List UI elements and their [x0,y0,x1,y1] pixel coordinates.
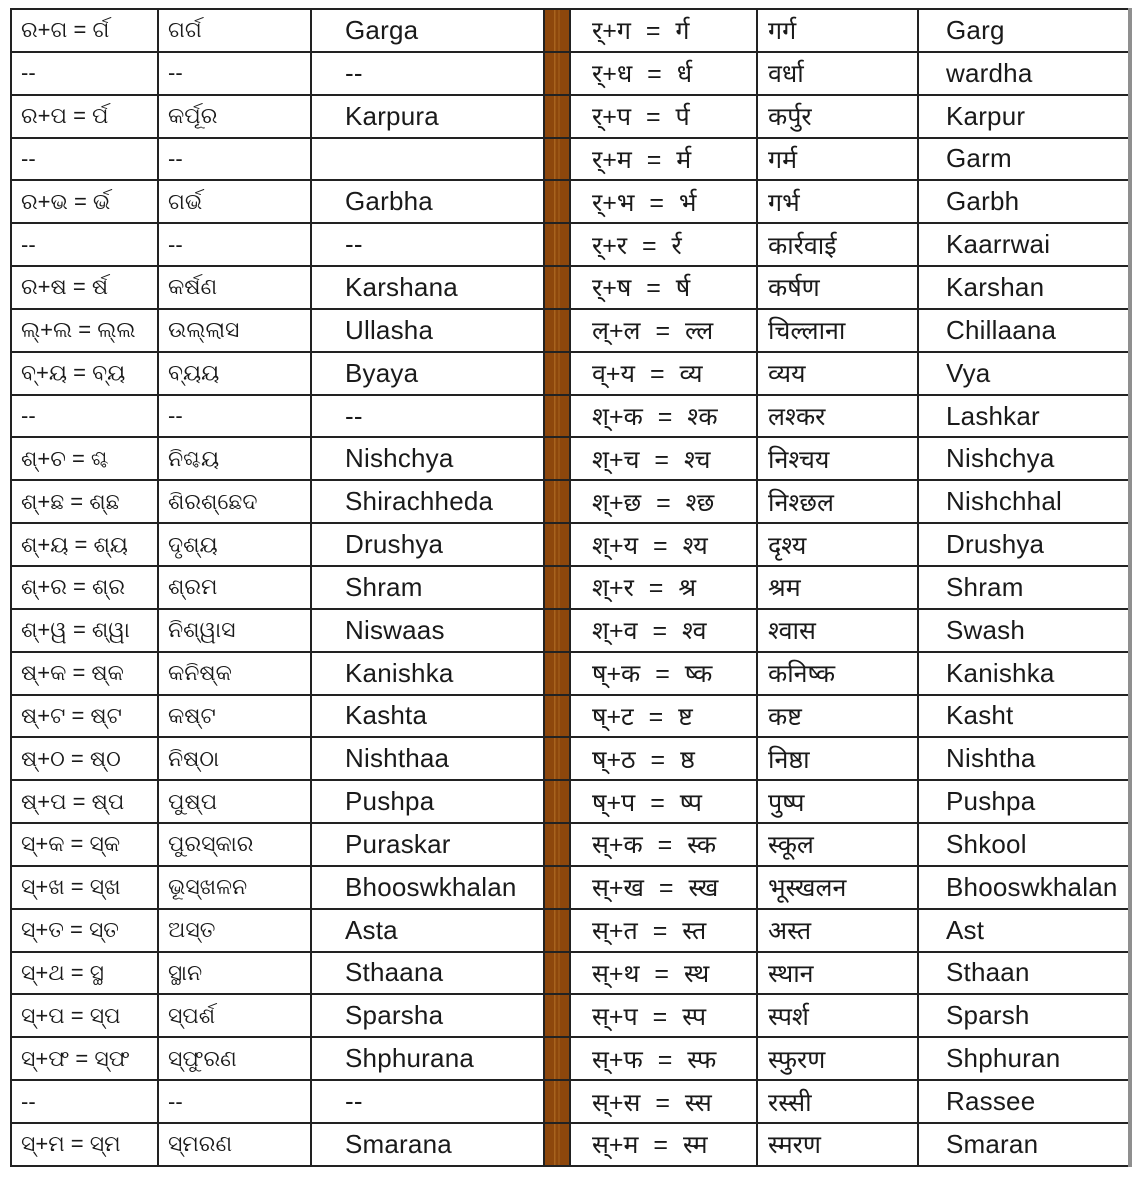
table-row [11,1080,1130,1123]
odia-formula-cell: ଶ୍+ୱ = ଶ୍ୱା [11,609,158,652]
odia-word-cell: କନିଷ୍କ [158,652,311,695]
separator-cell [544,523,570,566]
odia-formula-cell: ସ୍+ତ = ସ୍ତ [11,909,158,952]
hindi-formula-cell: श्+च = श्च [570,437,757,480]
hindi-formula-cell: स्+क = स्क [570,823,757,866]
odia-word-cell: ପୁଷ୍ପ [158,780,311,823]
odia-transliteration-cell: Sthaana [311,952,544,995]
hindi-word-cell: लश्कर [757,395,918,438]
hindi-transliteration-cell: Pushpa [918,780,1130,823]
separator-cell [544,138,570,181]
hindi-formula-cell: र्+ग = र्ग [570,9,757,52]
hindi-word-cell: गर्भ [757,180,918,223]
odia-transliteration-cell: Garga [311,9,544,52]
odia-word-cell: ସ୍ମରଣ [158,1123,311,1166]
odia-formula-cell: ର+ପ = ର୍ପ [11,95,158,138]
odia-transliteration-cell: -- [311,1080,544,1123]
odia-formula-cell: -- [11,1080,158,1123]
odia-word-cell: ଦୃଶ୍ୟ [158,523,311,566]
table-row [11,52,1130,95]
odia-transliteration-cell: Asta [311,909,544,952]
hindi-transliteration-cell: Karpur [918,95,1130,138]
odia-transliteration-cell: Byaya [311,352,544,395]
hindi-word-cell: स्थान [757,952,918,995]
odia-transliteration-cell: Karpura [311,95,544,138]
hindi-word-cell: कर्षण [757,266,918,309]
hindi-transliteration-cell: Garg [918,9,1130,52]
odia-word-cell: ଗର୍ଗ [158,9,311,52]
hindi-formula-cell: ष्+क = ष्क [570,652,757,695]
hindi-word-cell: स्पर्श [757,994,918,1037]
table-row [11,1037,1130,1080]
odia-formula-cell: ଷ୍+ପ = ଷ୍ପ [11,780,158,823]
hindi-word-cell: व्यय [757,352,918,395]
hindi-formula-cell: ल्+ल = ल्ल [570,309,757,352]
odia-transliteration-cell: Shphurana [311,1037,544,1080]
hindi-word-cell: गर्म [757,138,918,181]
odia-formula-cell: ସ୍+ଥ = ସ୍ଥ [11,952,158,995]
separator-cell [544,52,570,95]
table-row [11,566,1130,609]
odia-word-cell: ଅସ୍ତ [158,909,311,952]
hindi-word-cell: वर्धा [757,52,918,95]
odia-transliteration-cell: Shram [311,566,544,609]
hindi-transliteration-cell: Chillaana [918,309,1130,352]
hindi-transliteration-cell: Shkool [918,823,1130,866]
odia-word-cell: ଶ୍ରମ [158,566,311,609]
odia-word-cell: କଷ୍ଟ [158,695,311,738]
table-row [11,909,1130,952]
hindi-transliteration-cell: Smaran [918,1123,1130,1166]
hindi-formula-cell: र्+ध = र्ध [570,52,757,95]
odia-formula-cell: ବ୍+ୟ = ବ୍ୟ [11,352,158,395]
hindi-word-cell: कर्पुर [757,95,918,138]
hindi-transliteration-cell: Vya [918,352,1130,395]
odia-formula-cell: ଶ୍+ର = ଶ୍ର [11,566,158,609]
hindi-transliteration-cell: Garm [918,138,1130,181]
hindi-transliteration-cell: Bhooswkhalan [918,866,1130,909]
odia-formula-cell: -- [11,395,158,438]
hindi-word-cell: कनिष्क [757,652,918,695]
odia-word-cell: ସ୍ଫୁରଣ [158,1037,311,1080]
separator-cell [544,866,570,909]
table-row [11,952,1130,995]
table-row [11,266,1130,309]
odia-formula-cell: ଷ୍+କ = ଷ୍କ [11,652,158,695]
table-row [11,437,1130,480]
hindi-formula-cell: श्+य = श्य [570,523,757,566]
separator-cell [544,994,570,1037]
table-row [11,695,1130,738]
hindi-transliteration-cell: wardha [918,52,1130,95]
odia-word-cell: ନିଷ୍ଠା [158,737,311,780]
hindi-word-cell: गर्ग [757,9,918,52]
hindi-word-cell: निष्ठा [757,737,918,780]
table-row [11,1123,1130,1166]
odia-formula-cell: ସ୍+ପ = ସ୍ପ [11,994,158,1037]
conjuncts-table [10,8,1132,1167]
table-body [11,9,1130,1166]
separator-cell [544,780,570,823]
separator-cell [544,909,570,952]
odia-transliteration-cell: -- [311,395,544,438]
odia-word-cell: ସ୍ଥାନ [158,952,311,995]
separator-cell [544,180,570,223]
hindi-transliteration-cell: Drushya [918,523,1130,566]
hindi-formula-cell: स्+ख = स्ख [570,866,757,909]
table-row [11,737,1130,780]
odia-word-cell: -- [158,223,311,266]
odia-word-cell: ବ୍ୟୟ [158,352,311,395]
table-row [11,609,1130,652]
hindi-transliteration-cell: Rassee [918,1080,1130,1123]
odia-transliteration-cell: Sparsha [311,994,544,1037]
odia-formula-cell: ଲ୍+ଲ = ଲ୍ଲ [11,309,158,352]
hindi-formula-cell: ष्+ठ = ष्ठ [570,737,757,780]
hindi-word-cell: पुष्प [757,780,918,823]
odia-transliteration-cell: Karshana [311,266,544,309]
hindi-formula-cell: व्+य = व्य [570,352,757,395]
table-row [11,309,1130,352]
hindi-word-cell: स्मरण [757,1123,918,1166]
odia-formula-cell: ସ୍+ଖ = ସ୍ଖ [11,866,158,909]
separator-cell [544,395,570,438]
hindi-transliteration-cell: Lashkar [918,395,1130,438]
table-row [11,523,1130,566]
odia-word-cell: ଗର୍ଭ [158,180,311,223]
hindi-transliteration-cell: Nishchya [918,437,1130,480]
odia-transliteration-cell: -- [311,223,544,266]
odia-formula-cell: -- [11,52,158,95]
table-row [11,823,1130,866]
hindi-formula-cell: स्+त = स्त [570,909,757,952]
odia-formula-cell: ଷ୍+ଠ = ଷ୍ଠ [11,737,158,780]
hindi-word-cell: अस्त [757,909,918,952]
hindi-formula-cell: र्+ष = र्ष [570,266,757,309]
odia-transliteration-cell: -- [311,52,544,95]
hindi-transliteration-cell: Swash [918,609,1130,652]
table-row [11,866,1130,909]
hindi-formula-cell: स्+स = स्स [570,1080,757,1123]
hindi-transliteration-cell: Nishtha [918,737,1130,780]
hindi-formula-cell: श्+व = श्व [570,609,757,652]
odia-word-cell: ନିଶ୍ଚୟ [158,437,311,480]
hindi-transliteration-cell: Kaarrwai [918,223,1130,266]
table-row [11,138,1130,181]
odia-word-cell: -- [158,395,311,438]
hindi-formula-cell: स्+प = स्प [570,994,757,1037]
hindi-word-cell: चिल्लाना [757,309,918,352]
odia-word-cell: ସ୍ପର୍ଶ [158,994,311,1037]
separator-cell [544,9,570,52]
separator-cell [544,95,570,138]
hindi-formula-cell: श्+क = श्क [570,395,757,438]
separator-cell [544,1080,570,1123]
odia-formula-cell: ର+ଗ = ର୍ଗ [11,9,158,52]
odia-word-cell: କର୍ପୂର [158,95,311,138]
hindi-transliteration-cell: Garbh [918,180,1130,223]
odia-formula-cell: ଷ୍+ଟ = ଷ୍ଟ [11,695,158,738]
hindi-word-cell: दृश्य [757,523,918,566]
separator-cell [544,1037,570,1080]
hindi-word-cell: कार्रवाई [757,223,918,266]
hindi-formula-cell: र्+भ = र्भ [570,180,757,223]
odia-transliteration-cell [311,138,544,181]
odia-formula-cell: ର+ଭ = ର୍ଭ [11,180,158,223]
hindi-formula-cell: र्+र = र्र [570,223,757,266]
separator-cell [544,609,570,652]
table-row [11,95,1130,138]
separator-cell [544,266,570,309]
odia-word-cell: ଉଲ୍ଲାସ [158,309,311,352]
odia-formula-cell: ଶ୍+ୟ = ଶ୍ୟ [11,523,158,566]
odia-word-cell: -- [158,52,311,95]
odia-transliteration-cell: Drushya [311,523,544,566]
table-row [11,480,1130,523]
hindi-word-cell: निश्छल [757,480,918,523]
hindi-formula-cell: ष्+ट = ष्ट [570,695,757,738]
odia-formula-cell: ର+ଷ = ର୍ଷ [11,266,158,309]
hindi-transliteration-cell: Kasht [918,695,1130,738]
hindi-formula-cell: श्+छ = श्छ [570,480,757,523]
table-row [11,652,1130,695]
table-row [11,780,1130,823]
odia-formula-cell: ଶ୍+ଛ = ଶ୍ଛ [11,480,158,523]
separator-cell [544,352,570,395]
table-row [11,9,1130,52]
separator-cell [544,223,570,266]
table-row [11,994,1130,1037]
odia-word-cell: କର୍ଷଣ [158,266,311,309]
table-row [11,352,1130,395]
separator-cell [544,695,570,738]
hindi-formula-cell: श्+र = श्र [570,566,757,609]
table-row [11,223,1130,266]
table-row [11,180,1130,223]
odia-word-cell: ନିଶ୍ୱାସ [158,609,311,652]
separator-cell [544,566,570,609]
hindi-transliteration-cell: Nishchhal [918,480,1130,523]
hindi-word-cell: निश्चय [757,437,918,480]
separator-cell [544,737,570,780]
hindi-word-cell: कष्ट [757,695,918,738]
hindi-formula-cell: स्+म = स्म [570,1123,757,1166]
separator-cell [544,823,570,866]
hindi-formula-cell: स्+थ = स्थ [570,952,757,995]
odia-transliteration-cell: Shirachheda [311,480,544,523]
separator-cell [544,952,570,995]
separator-cell [544,309,570,352]
separator-cell [544,437,570,480]
odia-transliteration-cell: Niswaas [311,609,544,652]
odia-formula-cell: -- [11,223,158,266]
odia-transliteration-cell: Smarana [311,1123,544,1166]
odia-formula-cell: ସ୍+କ = ସ୍କ [11,823,158,866]
table-row [11,395,1130,438]
odia-transliteration-cell: Puraskar [311,823,544,866]
hindi-word-cell: स्फुरण [757,1037,918,1080]
hindi-transliteration-cell: Shram [918,566,1130,609]
odia-formula-cell: -- [11,138,158,181]
odia-word-cell: ଭୂସ୍ଖଳନ [158,866,311,909]
hindi-transliteration-cell: Kanishka [918,652,1130,695]
hindi-formula-cell: र्+म = र्म [570,138,757,181]
odia-transliteration-cell: Pushpa [311,780,544,823]
hindi-formula-cell: ष्+प = ष्प [570,780,757,823]
odia-formula-cell: ଶ୍+ଚ = ଶ୍ଚ [11,437,158,480]
separator-cell [544,480,570,523]
odia-word-cell: -- [158,1080,311,1123]
hindi-formula-cell: स्+फ = स्फ [570,1037,757,1080]
odia-transliteration-cell: Kanishka [311,652,544,695]
odia-word-cell: -- [158,138,311,181]
hindi-transliteration-cell: Karshan [918,266,1130,309]
hindi-formula-cell: र्+प = र्प [570,95,757,138]
separator-cell [544,652,570,695]
hindi-word-cell: स्कूल [757,823,918,866]
odia-transliteration-cell: Kashta [311,695,544,738]
odia-transliteration-cell: Nishthaa [311,737,544,780]
odia-transliteration-cell: Ullasha [311,309,544,352]
separator-cell [544,1123,570,1166]
hindi-word-cell: रस्सी [757,1080,918,1123]
hindi-transliteration-cell: Shphuran [918,1037,1130,1080]
odia-formula-cell: ସ୍+ଫ = ସ୍ଫ [11,1037,158,1080]
odia-transliteration-cell: Nishchya [311,437,544,480]
hindi-transliteration-cell: Sparsh [918,994,1130,1037]
odia-transliteration-cell: Garbha [311,180,544,223]
odia-formula-cell: ସ୍+ମ = ସ୍ମ [11,1123,158,1166]
hindi-word-cell: भूस्खलन [757,866,918,909]
hindi-word-cell: श्वास [757,609,918,652]
odia-word-cell: ପୁରସ୍କାର [158,823,311,866]
odia-word-cell: ଶିରଶ୍ଛେଦ [158,480,311,523]
hindi-word-cell: श्रम [757,566,918,609]
odia-transliteration-cell: Bhooswkhalan [311,866,544,909]
hindi-transliteration-cell: Ast [918,909,1130,952]
hindi-transliteration-cell: Sthaan [918,952,1130,995]
